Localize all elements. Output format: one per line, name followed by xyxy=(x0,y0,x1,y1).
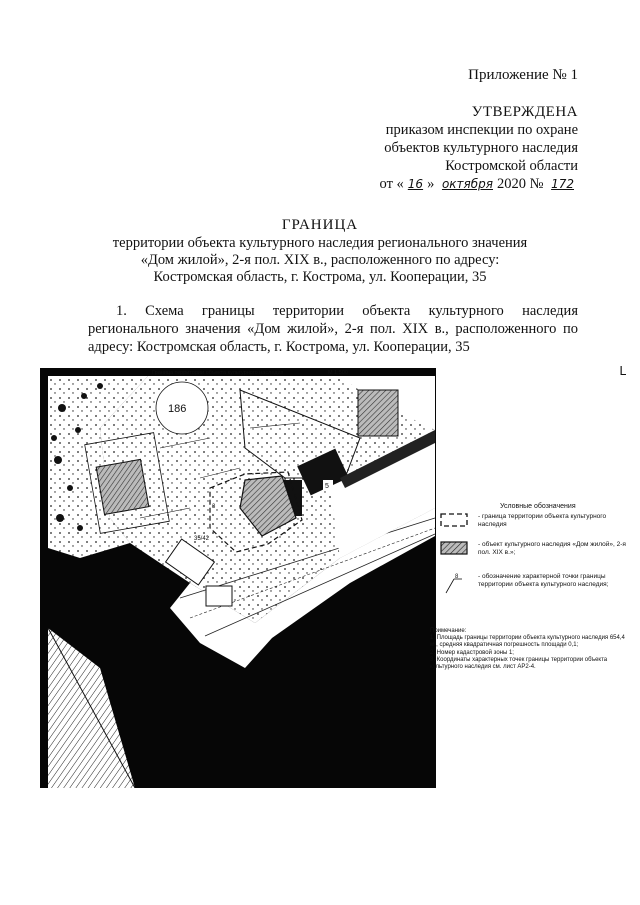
heading-line-3: Костромская область, г. Кострома, ул. Кооперации, 35 xyxy=(153,269,487,285)
note-2: 2. Номер кадастровой зоны 1; xyxy=(430,649,514,656)
heading-title: ГРАНИЦА xyxy=(281,217,359,233)
section-paragraph: 1. Схема границы территории объекта культурного наследия регионального значения «Дом жилой», 2-я пол. XIX в., расположенного по адресу: Костромская область, г. Кострома, ул. Кооперации, 35 xyxy=(88,303,578,355)
point-3-label: 3 xyxy=(212,504,216,510)
legend-boundary-text: - граница территории объекта культурного наследия xyxy=(478,513,607,528)
handwritten-month: октября xyxy=(441,177,493,191)
site-plan-map xyxy=(40,368,436,788)
heading-line-2: «Дом жилой», 2-я пол. XIX в., расположенного по адресу: xyxy=(140,252,500,268)
boundary-dashed-symbol xyxy=(440,513,468,527)
point-5-label: 5 xyxy=(325,483,329,490)
date-mid: » xyxy=(427,176,435,192)
appendix-number: Приложение № 1 xyxy=(468,67,578,83)
zone-number-label: 186 xyxy=(168,403,187,415)
legend-title: Условные обозначения xyxy=(500,503,576,510)
map-scale: М 1:500 xyxy=(328,370,348,376)
handwritten-order-number: 172 xyxy=(551,177,574,191)
notes-title: Примечание: xyxy=(430,628,467,634)
date-prefix: от « xyxy=(379,176,404,192)
map-caption: Граница территории объекта культурного наследия xyxy=(152,370,284,376)
house-number-label: 35/42 xyxy=(194,536,210,542)
approval-block xyxy=(258,103,578,193)
legend-point-text: - обозначение характерной точки границы территории объекта культурного наследия; xyxy=(478,573,609,588)
approval-title: УТВЕРЖДЕНА xyxy=(471,104,578,120)
heading-line-1: территории объекта культурного наследия регионального значения xyxy=(112,235,528,251)
legend-object-text: - объект культурного наследия «Дом жилой», 2-я пол. XIX в.»; xyxy=(478,541,626,556)
approval-date-line xyxy=(258,175,578,193)
document-heading xyxy=(60,217,580,286)
handwritten-day: 16 xyxy=(407,177,424,191)
year-and-number-label: 2020 № xyxy=(497,176,544,192)
point-number-sample: 8 xyxy=(455,574,459,580)
approval-line-1: приказом инспекции по охране xyxy=(385,122,578,138)
hatched-object-symbol xyxy=(440,541,468,555)
map-notes xyxy=(430,628,630,671)
note-1: 1. Площадь границы территории объекта культурного наследия 654,4 м², средняя квадратичная погрешность площади 0,1; xyxy=(430,635,625,649)
boundary-point-symbol xyxy=(440,573,468,595)
approval-line-3: Костромской области xyxy=(445,158,578,174)
approval-line-2: объектов культурного наследия xyxy=(384,140,578,156)
corner-mark: L xyxy=(619,364,626,378)
note-3: 3. Координаты характерных точек границы территории объекта культурного наследия см. лист АР2-4. xyxy=(430,656,608,671)
